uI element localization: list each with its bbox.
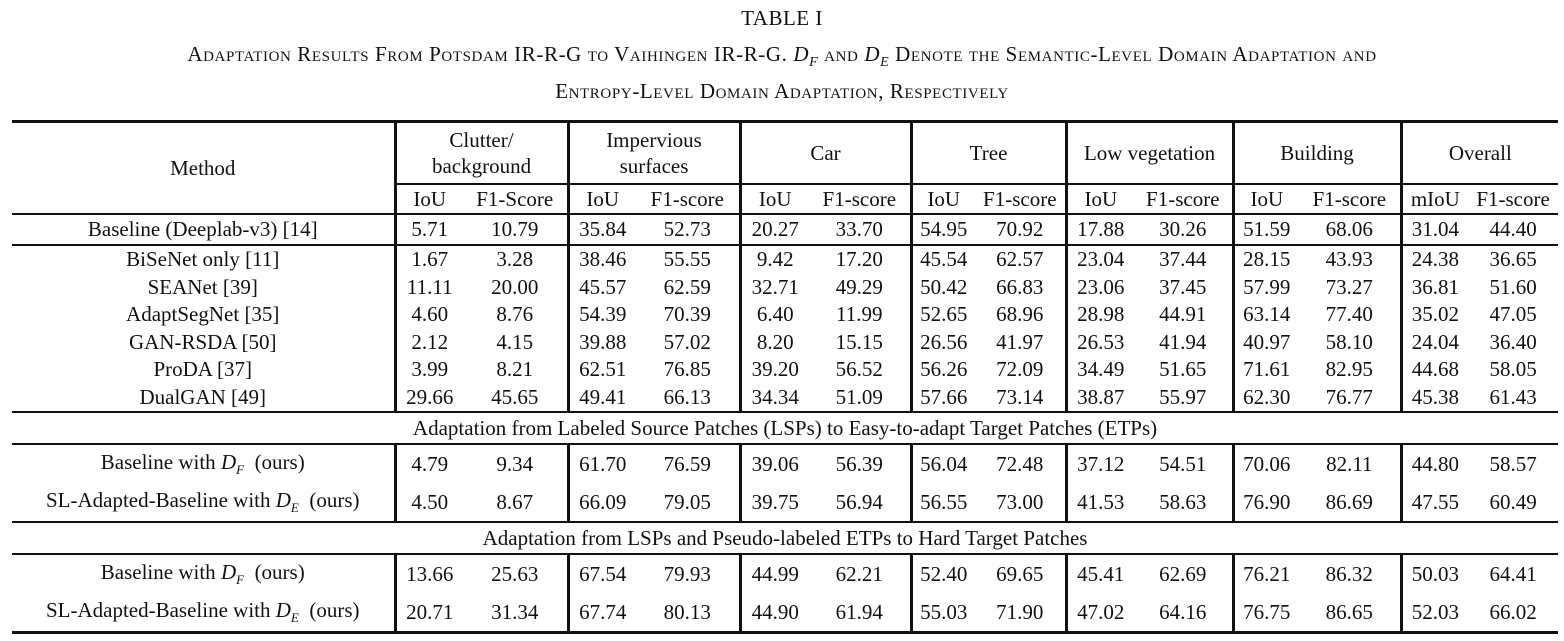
metric-header: IoU bbox=[1066, 184, 1134, 214]
section-header: Adaptation from Labeled Source Patches (LSPs) to Easy-to-adapt Target Patches (ETPs) bbox=[12, 412, 1558, 444]
section-header: Adaptation from LSPs and Pseudo-labeled ETPs to Hard Target Patches bbox=[12, 522, 1558, 554]
table-cell: 35.84 bbox=[568, 214, 636, 245]
results-table bbox=[12, 120, 1558, 634]
table-cell: 41.53 bbox=[1066, 483, 1134, 522]
table-cell: 70.06 bbox=[1233, 444, 1299, 483]
metric-header: F1-score bbox=[1134, 184, 1233, 214]
table-cell: 13.66 bbox=[395, 554, 463, 593]
table-cell: 62.21 bbox=[835, 561, 883, 586]
table-cell: 29.66 bbox=[395, 384, 463, 413]
table-cell: 52.03 bbox=[1401, 593, 1468, 633]
method-name: ProDA [37] bbox=[153, 357, 253, 382]
domain-adaptation-symbol: $D_E$ bbox=[275, 487, 299, 516]
table-caption bbox=[0, 40, 1564, 105]
table-cell: 56.52 bbox=[835, 357, 883, 382]
table-row bbox=[12, 384, 1558, 413]
table-cell: 4.50 bbox=[395, 483, 463, 522]
table-cell: 40.97 bbox=[1233, 329, 1299, 357]
table-cell: 15.15 bbox=[835, 329, 883, 354]
table-row bbox=[12, 214, 1558, 245]
table-cell: 8.76 bbox=[496, 302, 534, 327]
table-cell: 39.20 bbox=[740, 356, 809, 384]
table-row bbox=[12, 554, 1558, 593]
group-header-impervious: Impervious surfaces bbox=[568, 122, 740, 185]
table-row bbox=[12, 444, 1558, 483]
table-cell: 56.04 bbox=[911, 444, 975, 483]
table-cell: 9.34 bbox=[496, 451, 534, 476]
table-cell: 79.05 bbox=[636, 483, 740, 522]
table-cell: 76.90 bbox=[1233, 483, 1299, 522]
table-cell: 56.94 bbox=[809, 483, 911, 522]
caption-line1-end: Denote the Semantic-Level Domain Adaptation and bbox=[895, 42, 1377, 66]
table-cell: 64.16 bbox=[1159, 599, 1207, 624]
table-row bbox=[12, 483, 1558, 522]
table-cell: 51.09 bbox=[809, 384, 911, 413]
table-cell: 58.10 bbox=[1325, 329, 1373, 354]
table-cell: 45.41 bbox=[1066, 554, 1134, 593]
table-cell: 49.29 bbox=[835, 274, 883, 299]
table-cell: 66.02 bbox=[1489, 599, 1537, 624]
table-cell: 20.00 bbox=[491, 274, 539, 299]
metric-header: mIoU bbox=[1401, 184, 1468, 214]
table-cell: 33.70 bbox=[809, 214, 911, 245]
table-cell: 44.40 bbox=[1468, 214, 1558, 245]
method-name: DualGAN [49] bbox=[12, 384, 395, 413]
group-header-low-vegetation: Low vegetation bbox=[1066, 122, 1233, 185]
table-cell: 51.59 bbox=[1233, 214, 1299, 245]
table-cell: 61.70 bbox=[568, 444, 636, 483]
group-header-car: Car bbox=[740, 122, 911, 185]
metric-header: F1-score bbox=[809, 184, 911, 214]
table-cell: 86.69 bbox=[1299, 483, 1401, 522]
table-cell: 20.71 bbox=[395, 593, 463, 633]
method-header: Method bbox=[12, 122, 395, 215]
table-cell: 44.91 bbox=[1159, 302, 1207, 327]
table-cell: 23.04 bbox=[1066, 245, 1134, 274]
table-cell: 66.83 bbox=[996, 274, 1044, 299]
table-cell: 24.38 bbox=[1401, 245, 1468, 274]
table-cell: 32.71 bbox=[740, 274, 809, 302]
table-cell: 56.26 bbox=[911, 356, 975, 384]
metric-header: IoU bbox=[1233, 184, 1299, 214]
table-cell: 54.51 bbox=[1159, 451, 1207, 476]
metric-header: IoU bbox=[740, 184, 809, 214]
table-cell: 58.57 bbox=[1489, 451, 1537, 476]
table-cell: 67.74 bbox=[568, 593, 636, 633]
table-cell: 39.75 bbox=[740, 483, 809, 522]
table-row bbox=[12, 356, 1558, 384]
table-cell: 30.26 bbox=[1134, 214, 1233, 245]
table-cell: 31.34 bbox=[491, 599, 539, 624]
table-cell: 71.61 bbox=[1233, 356, 1299, 384]
domain-adaptation-symbol: $D_E$ bbox=[275, 597, 299, 626]
table-cell: 39.88 bbox=[568, 329, 636, 357]
table-cell: 61.94 bbox=[835, 599, 883, 624]
table-cell: 38.87 bbox=[1066, 384, 1134, 413]
metric-header: F1-score bbox=[1468, 184, 1558, 214]
table-cell: 76.75 bbox=[1233, 593, 1299, 633]
domain-adaptation-symbol: $D_F$ bbox=[220, 449, 245, 478]
table-cell: 54.39 bbox=[568, 301, 636, 329]
table-cell: 9.42 bbox=[740, 245, 809, 274]
table-cell: 50.03 bbox=[1401, 554, 1468, 593]
table-cell: 66.09 bbox=[568, 483, 636, 522]
table-cell: 36.65 bbox=[1489, 247, 1537, 272]
table-cell: 44.90 bbox=[740, 593, 809, 633]
table-cell: 60.49 bbox=[1468, 483, 1558, 522]
table-cell: 1.67 bbox=[395, 245, 463, 274]
table-cell: 79.93 bbox=[663, 561, 711, 586]
table-cell: 28.98 bbox=[1066, 301, 1134, 329]
table-cell: 43.93 bbox=[1325, 247, 1373, 272]
table-cell: 57.02 bbox=[663, 329, 711, 354]
table-cell: 24.04 bbox=[1401, 329, 1468, 357]
table-cell: 52.65 bbox=[911, 301, 975, 329]
table-cell: 38.46 bbox=[568, 245, 636, 274]
table-cell: 73.27 bbox=[1325, 274, 1373, 299]
group-header-overall: Overall bbox=[1401, 122, 1558, 185]
method-name: SL-Adapted-Baseline with $D_E$ (ours) bbox=[12, 483, 395, 522]
table-cell: 28.15 bbox=[1233, 245, 1299, 274]
table-cell: 45.38 bbox=[1401, 384, 1468, 413]
metric-header: IoU bbox=[911, 184, 975, 214]
table-cell: 17.88 bbox=[1066, 214, 1134, 245]
group-header-row bbox=[12, 122, 1558, 185]
table-cell: 72.09 bbox=[996, 357, 1044, 382]
table-row bbox=[12, 329, 1558, 357]
table-cell: 41.94 bbox=[1159, 329, 1207, 354]
table-cell: 25.63 bbox=[491, 561, 539, 586]
table-cell: 4.15 bbox=[496, 329, 534, 354]
table-cell: 51.60 bbox=[1489, 274, 1537, 299]
table-cell: 58.05 bbox=[1489, 357, 1537, 382]
table-cell: 86.65 bbox=[1325, 599, 1373, 624]
table-cell: 66.13 bbox=[636, 384, 740, 413]
method-name: Baseline with $D_F$ (ours) bbox=[100, 449, 305, 478]
table-cell: 39.06 bbox=[740, 444, 809, 483]
table-cell: 17.20 bbox=[835, 247, 883, 272]
table-cell: 37.44 bbox=[1159, 247, 1207, 272]
table-cell: 58.63 bbox=[1134, 483, 1233, 522]
table-cell: 72.48 bbox=[996, 451, 1044, 476]
table-cell: 70.39 bbox=[663, 302, 711, 327]
table-cell: 26.53 bbox=[1066, 329, 1134, 357]
table-cell: 20.27 bbox=[740, 214, 809, 245]
metric-header: F1-score bbox=[636, 184, 740, 214]
group-header-tree: Tree bbox=[911, 122, 1066, 185]
table-cell: 37.45 bbox=[1159, 274, 1207, 299]
table-cell: 44.68 bbox=[1401, 356, 1468, 384]
table-cell: 2.12 bbox=[395, 329, 463, 357]
table-cell: 54.95 bbox=[911, 214, 975, 245]
metric-header: IoU bbox=[568, 184, 636, 214]
table-cell: 76.77 bbox=[1299, 384, 1401, 413]
table-cell: 62.51 bbox=[568, 356, 636, 384]
table-cell: 49.41 bbox=[568, 384, 636, 413]
table-row bbox=[12, 301, 1558, 329]
table-cell: 47.55 bbox=[1401, 483, 1468, 522]
domain-adaptation-symbol: $D_F$ bbox=[220, 559, 245, 588]
table-cell: 47.05 bbox=[1489, 302, 1537, 327]
method-name: SEANet [39] bbox=[147, 274, 258, 299]
table-cell: 62.59 bbox=[663, 274, 711, 299]
table-cell: 62.30 bbox=[1233, 384, 1299, 413]
metric-header: IoU bbox=[395, 184, 463, 214]
table-cell: 55.97 bbox=[1134, 384, 1233, 413]
table-cell: 73.14 bbox=[975, 384, 1066, 413]
table-cell: 5.71 bbox=[395, 214, 463, 245]
table-cell: 51.65 bbox=[1159, 357, 1207, 382]
section-header-row bbox=[12, 412, 1558, 444]
caption-line1: Adaptation Results From Potsdam IR-R-G to Vaihingen IR-R-G. bbox=[187, 42, 788, 66]
table-cell: 34.49 bbox=[1066, 356, 1134, 384]
table-cell: 55.03 bbox=[911, 593, 975, 633]
metric-header: F1-score bbox=[975, 184, 1066, 214]
table-cell: 11.11 bbox=[395, 274, 463, 302]
table-cell: 10.79 bbox=[463, 214, 568, 245]
table-cell: 68.06 bbox=[1299, 214, 1401, 245]
table-title: TABLE I bbox=[741, 6, 823, 30]
table-cell: 52.73 bbox=[636, 214, 740, 245]
table-cell: 77.40 bbox=[1325, 302, 1373, 327]
table-cell: 8.20 bbox=[740, 329, 809, 357]
table-cell: 69.65 bbox=[996, 561, 1044, 586]
method-name: BiSeNet only [11] bbox=[126, 247, 280, 272]
table-cell: 62.69 bbox=[1159, 561, 1207, 586]
table-row bbox=[12, 274, 1558, 302]
table-cell: 41.97 bbox=[996, 329, 1044, 354]
table-cell: 3.28 bbox=[496, 247, 534, 272]
table-cell: 68.96 bbox=[996, 302, 1044, 327]
table-cell: 82.95 bbox=[1325, 357, 1373, 382]
table-cell: 36.40 bbox=[1489, 329, 1537, 354]
table-cell: 55.55 bbox=[663, 247, 711, 272]
method-name: AdaptSegNet [35] bbox=[126, 302, 280, 327]
table-cell: 73.00 bbox=[975, 483, 1066, 522]
table-cell: 57.99 bbox=[1233, 274, 1299, 302]
metric-header: F1-score bbox=[1299, 184, 1401, 214]
table-cell: 45.57 bbox=[568, 274, 636, 302]
caption-df: $D_F$ bbox=[793, 42, 819, 71]
method-name: Baseline (Deeplab-v3) [14] bbox=[12, 214, 395, 245]
table-cell: 57.66 bbox=[911, 384, 975, 413]
table-cell: 70.92 bbox=[975, 214, 1066, 245]
table-cell: 52.40 bbox=[911, 554, 975, 593]
caption-de: $D_E$ bbox=[864, 42, 890, 71]
table-cell: 3.99 bbox=[395, 356, 463, 384]
table-cell: 61.43 bbox=[1468, 384, 1558, 413]
group-header-building: Building bbox=[1233, 122, 1401, 185]
table-cell: 8.67 bbox=[463, 483, 568, 522]
method-name: SL-Adapted-Baseline with $D_E$ (ours) bbox=[45, 597, 360, 626]
table-cell: 64.41 bbox=[1489, 561, 1537, 586]
group-header-clutter: Clutter/ background bbox=[395, 122, 568, 185]
table-cell: 34.34 bbox=[740, 384, 809, 413]
table-cell: 36.81 bbox=[1401, 274, 1468, 302]
caption-and: and bbox=[824, 42, 859, 66]
method-name: Baseline with $D_F$ (ours) bbox=[100, 559, 305, 588]
table-cell: 31.04 bbox=[1401, 214, 1468, 245]
table-cell: 63.14 bbox=[1233, 301, 1299, 329]
table-cell: 56.39 bbox=[835, 451, 883, 476]
table-row bbox=[12, 593, 1558, 633]
table-cell: 80.13 bbox=[663, 599, 711, 624]
table-cell: 76.21 bbox=[1233, 554, 1299, 593]
table-cell: 35.02 bbox=[1401, 301, 1468, 329]
table-cell: 45.54 bbox=[911, 245, 975, 274]
method-name: GAN-RSDA [50] bbox=[128, 329, 277, 354]
table-cell: 23.06 bbox=[1066, 274, 1134, 302]
table-row bbox=[12, 245, 1558, 274]
table-cell: 6.40 bbox=[740, 301, 809, 329]
table-cell: 86.32 bbox=[1325, 561, 1373, 586]
table-cell: 11.99 bbox=[836, 302, 883, 327]
caption-line2: Entropy-Level Domain Adaptation, Respectively bbox=[555, 79, 1009, 104]
table-cell: 50.42 bbox=[911, 274, 975, 302]
table-cell: 8.21 bbox=[496, 357, 534, 382]
table-cell: 44.80 bbox=[1401, 444, 1468, 483]
table-cell: 44.99 bbox=[740, 554, 809, 593]
table-cell: 71.90 bbox=[996, 599, 1044, 624]
table-cell: 76.85 bbox=[663, 357, 711, 382]
table-cell: 67.54 bbox=[568, 554, 636, 593]
table-cell: 76.59 bbox=[663, 451, 711, 476]
table-cell: 37.12 bbox=[1066, 444, 1134, 483]
table-cell: 47.02 bbox=[1066, 593, 1134, 633]
table-cell: 62.57 bbox=[996, 247, 1044, 272]
table-cell: 4.60 bbox=[395, 301, 463, 329]
table-cell: 82.11 bbox=[1326, 451, 1373, 476]
table-cell: 56.55 bbox=[911, 483, 975, 522]
table-cell: 45.65 bbox=[463, 384, 568, 413]
table-cell: 26.56 bbox=[911, 329, 975, 357]
table-cell: 4.79 bbox=[395, 444, 463, 483]
section-header-row bbox=[12, 522, 1558, 554]
metric-header: F1-Score bbox=[463, 184, 568, 214]
